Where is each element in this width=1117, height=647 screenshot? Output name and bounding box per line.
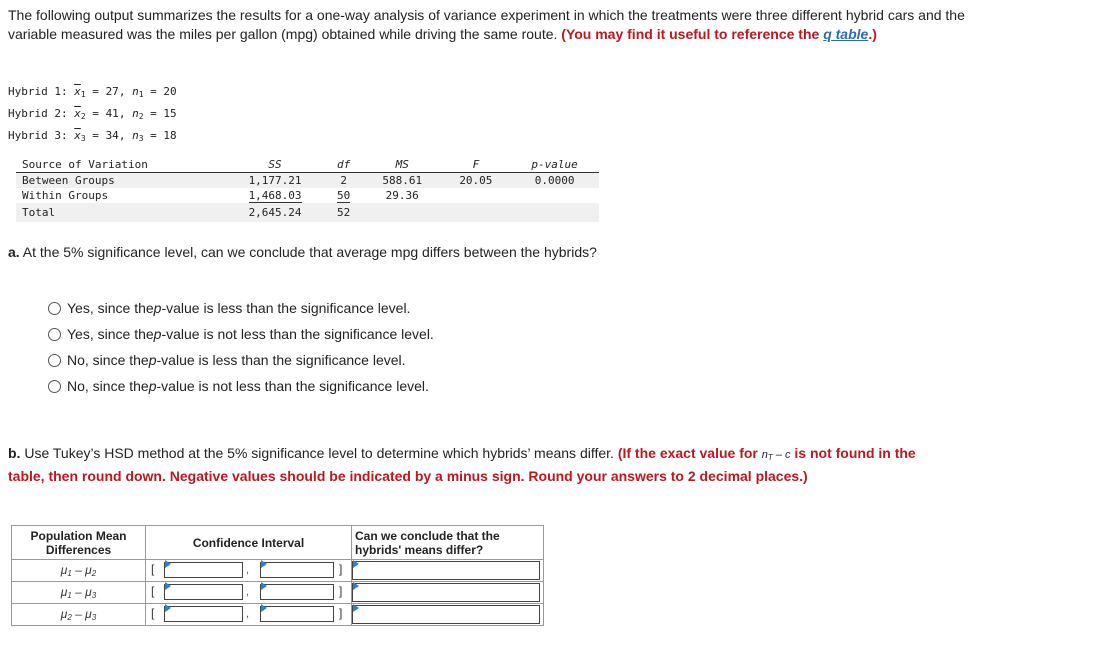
anova-row (16, 188, 599, 203)
ci-cell: [ , ] (146, 582, 352, 604)
conclusion-cell (352, 582, 544, 604)
question-b-text: Use Tukey’s HSD method at the 5% significance level to determine which hybrids’ means differ. (20, 445, 618, 461)
input-flag-icon (165, 604, 171, 612)
tukey-header-row (12, 526, 544, 560)
header-mean-differences: Population Mean Differences (12, 526, 146, 560)
tukey-row (12, 560, 544, 582)
question-a (8, 244, 597, 260)
anova-cell: 1,468.03 (248, 189, 302, 202)
difference-label: $\mu_1 - \mu_2$ (12, 560, 146, 582)
anova-header: p-value (510, 157, 599, 173)
option-3[interactable]: No, since the p -value is less than the significance level. (48, 347, 434, 373)
question-b-letter: b. (8, 445, 21, 461)
anova-row (16, 173, 599, 189)
anova-cell: Between Groups (16, 173, 226, 189)
ci-cell: [ , ] (146, 604, 352, 626)
input-flag-icon (165, 560, 171, 568)
hybrid-summary (8, 82, 177, 148)
difference-label: $\mu_2 - \mu_3$ (12, 604, 146, 626)
ci-upper-input[interactable] (260, 584, 334, 600)
conclusion-cell (352, 604, 544, 626)
input-flag-icon (261, 604, 267, 612)
input-flag-icon (353, 582, 359, 590)
input-flag-icon (165, 582, 171, 590)
conclusion-dropdown[interactable] (352, 605, 540, 624)
anova-header: F (442, 157, 511, 173)
anova-cell: 52 (324, 203, 362, 222)
answer-options (48, 295, 434, 399)
hybrid-2-line: Hybrid 2: $\overline{x}_2 = 41$, $n_2 = 15$ (8, 107, 177, 121)
input-flag-icon (261, 560, 267, 568)
question-a-text: At the 5% significance level, can we conclude that average mpg differs between the hybrids? (19, 244, 597, 260)
anova-cell: 20.05 (442, 173, 511, 189)
anova-cell: 29.36 (385, 189, 419, 202)
anova-header: Source of Variation (16, 157, 226, 173)
ci-lower-input[interactable] (164, 606, 243, 622)
table-hint: (You may find it useful to reference the q table.) (561, 26, 877, 42)
anova-cell (510, 203, 599, 222)
anova-cell (442, 203, 511, 222)
anova-cell: 588.61 (363, 173, 442, 189)
tukey-row (12, 604, 544, 626)
anova-header: SS (226, 157, 325, 173)
anova-cell (363, 203, 442, 222)
tukey-table (11, 525, 544, 626)
question-b-hint: (If the exact value for $n_T$ – c is not found in the table, then round down. Negative values should be indicated by a minus sign. Round your answers to 2 decimal places.) (8, 445, 916, 484)
option-1[interactable]: Yes, since the p -value is less than the significance level. (48, 295, 434, 321)
problem-intro (8, 6, 1008, 44)
option-2[interactable]: Yes, since the p -value is not less than the significance level. (48, 321, 434, 347)
conclusion-dropdown[interactable] (352, 561, 540, 580)
anova-cell: 1,177.21 (226, 173, 325, 189)
anova-cell: Within Groups (22, 189, 109, 202)
anova-row (16, 203, 599, 222)
ci-upper-input[interactable] (260, 606, 334, 622)
input-flag-icon (261, 582, 267, 590)
anova-table (16, 157, 599, 222)
hybrid-1-line: Hybrid 1: $\overline{x}_1 = 27$, $n_1 = 20$ (8, 85, 177, 99)
ci-upper-input[interactable] (260, 562, 334, 578)
header-conclusion: Can we conclude that the hybrids' means differ? (352, 526, 544, 560)
conclusion-dropdown[interactable] (352, 583, 540, 602)
ci-lower-input[interactable] (164, 562, 243, 578)
radio-button[interactable] (48, 354, 61, 367)
anova-cell: 50 (337, 189, 351, 202)
intro-text: The following output summarizes the results for a one-way analysis of variance experiment in which the treatments were three different hybrid cars and the variable measured was the miles per gallon (mpg) obtained while driving the same route. (8, 7, 965, 42)
anova-header: MS (363, 157, 442, 173)
hybrid-3-line: Hybrid 3: $\overline{x}_3 = 34$, $n_3 = 18$ (8, 129, 177, 143)
anova-cell: 2,645.24 (226, 203, 325, 222)
anova-header: df (324, 157, 362, 173)
ci-cell: [ , ] (146, 560, 352, 582)
input-flag-icon (353, 560, 359, 568)
anova-cell: Total (16, 203, 226, 222)
tukey-row (12, 582, 544, 604)
anova-cell (442, 188, 511, 203)
anova-cell: 2 (324, 173, 362, 189)
radio-button[interactable] (48, 380, 61, 393)
question-b (8, 444, 948, 486)
input-flag-icon (353, 604, 359, 612)
anova-cell: 0.0000 (510, 173, 599, 189)
radio-button[interactable] (48, 302, 61, 315)
q-table-link[interactable]: q table (823, 26, 869, 42)
ci-lower-input[interactable] (164, 584, 243, 600)
header-confidence-interval: Confidence Interval (146, 526, 352, 560)
anova-cell (510, 188, 599, 203)
radio-button[interactable] (48, 328, 61, 341)
difference-label: $\mu_1 - \mu_3$ (12, 582, 146, 604)
anova-header-row (16, 157, 599, 173)
conclusion-cell (352, 560, 544, 582)
option-4[interactable]: No, since the p -value is not less than the significance level. (48, 373, 434, 399)
question-a-letter: a. (8, 244, 20, 260)
